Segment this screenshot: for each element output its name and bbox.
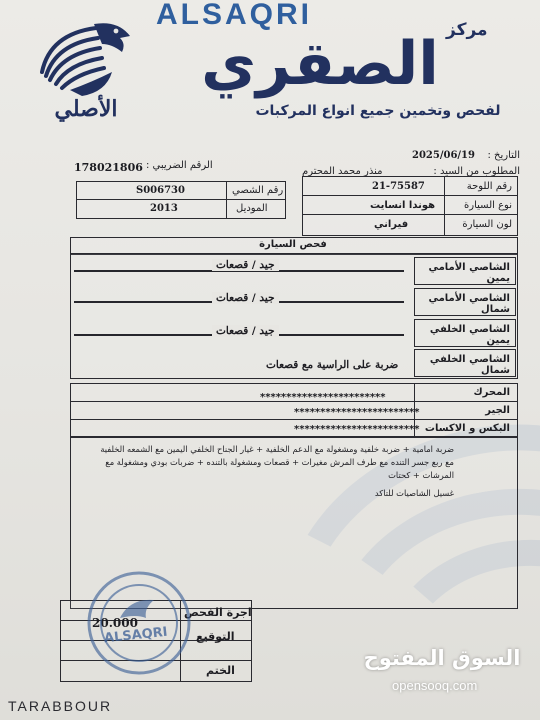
tax-label: الرقم الضريبي : xyxy=(146,160,213,171)
divider xyxy=(444,176,445,236)
note-line: ضربة امامية + ضربة خلفية ومشغولة مع الدعم الخلفية + غيار الجناح الخلفي اليمين مع الشمعه الخلفية xyxy=(100,444,454,454)
engine-value: ************************ xyxy=(260,392,386,403)
chassis-label: رقم الشصي xyxy=(232,185,284,196)
stamp-text: ALSAQRI xyxy=(103,624,169,647)
fee-value: 20.000 xyxy=(92,616,138,630)
chassis-row-value: جيد / قصعات xyxy=(212,325,279,337)
model-value: 2013 xyxy=(150,203,178,214)
color-value: فيراني xyxy=(374,219,409,230)
date-label: التاريخ : xyxy=(487,150,520,161)
model-label: الموديل xyxy=(236,203,268,214)
type-label: نوع السيارة xyxy=(464,200,512,211)
chassis-row-label: الشاصي الأمامي شمال xyxy=(414,288,516,316)
tax-value: 178021806 xyxy=(74,161,143,174)
note-line: مع ربع جسر التنده مع طرف المرش مغيرات + قصعات ومشغولة بالتنده + ضربات بودي ومشغولة مع xyxy=(105,457,454,467)
divider xyxy=(70,419,518,420)
date-value: 2025/06/19 xyxy=(412,150,475,161)
stamp xyxy=(84,568,194,678)
note-line: المرشات + كحتات xyxy=(388,470,454,480)
chassis-row-value: ضربة على الراسية مع قصعات xyxy=(266,359,399,371)
stamp-label: الختم xyxy=(206,664,235,677)
plate-value: 21-75587 xyxy=(372,181,425,192)
chassis-row-label: الشاصي الأمامي يمين xyxy=(414,257,516,285)
brand-arabic-name: الصقري xyxy=(201,29,439,99)
divider xyxy=(76,199,286,200)
chassis-row-value: جيد / قصعات xyxy=(212,259,279,271)
axles-value: ************************ xyxy=(294,424,420,435)
signature-label: التوقيع xyxy=(196,630,235,643)
brand-latin-name: ALSAQRI xyxy=(156,0,312,31)
divider xyxy=(226,181,227,219)
chassis-row-label: الشاصي الخلفي يمين xyxy=(414,319,516,347)
requester-value: منذر محمد المحترم xyxy=(302,166,383,177)
gear-label: الجير xyxy=(485,405,510,416)
fee-label: اجرة الفحص xyxy=(184,606,252,619)
inspection-header: فحص السيارة xyxy=(259,239,327,250)
logo-subtitle: الأصلي xyxy=(54,96,118,122)
axles-label: البكس و الاكسات xyxy=(424,423,510,434)
gear-value: ************************ xyxy=(294,407,420,418)
divider xyxy=(302,214,518,215)
site-watermark-arabic: السوق المفتوح xyxy=(363,646,521,670)
requester-label: المطلوب من السيد : xyxy=(433,166,520,177)
chassis-row-label: الشاصي الخلفي شمال xyxy=(414,349,516,377)
site-watermark-latin: opensooq.com xyxy=(392,678,478,693)
note-line: غسيل الشاصيات للتاكد xyxy=(374,488,454,498)
brand-center-label: مركز xyxy=(446,20,488,40)
stamp-icon xyxy=(84,568,194,678)
divider xyxy=(302,195,518,196)
type-value: هوندا انسايت xyxy=(370,200,436,211)
color-label: لون السيارة xyxy=(462,219,512,230)
bottom-text: TARABBOUR xyxy=(8,698,113,714)
chassis-row-value: جيد / قصعات xyxy=(212,292,279,304)
chassis-value: S006730 xyxy=(136,185,185,196)
brand-tagline: لفحص وتخمين جميع انواع المركبات xyxy=(255,103,501,119)
plate-label: رقم اللوحة xyxy=(466,181,512,192)
engine-label: المحرك xyxy=(473,387,510,398)
